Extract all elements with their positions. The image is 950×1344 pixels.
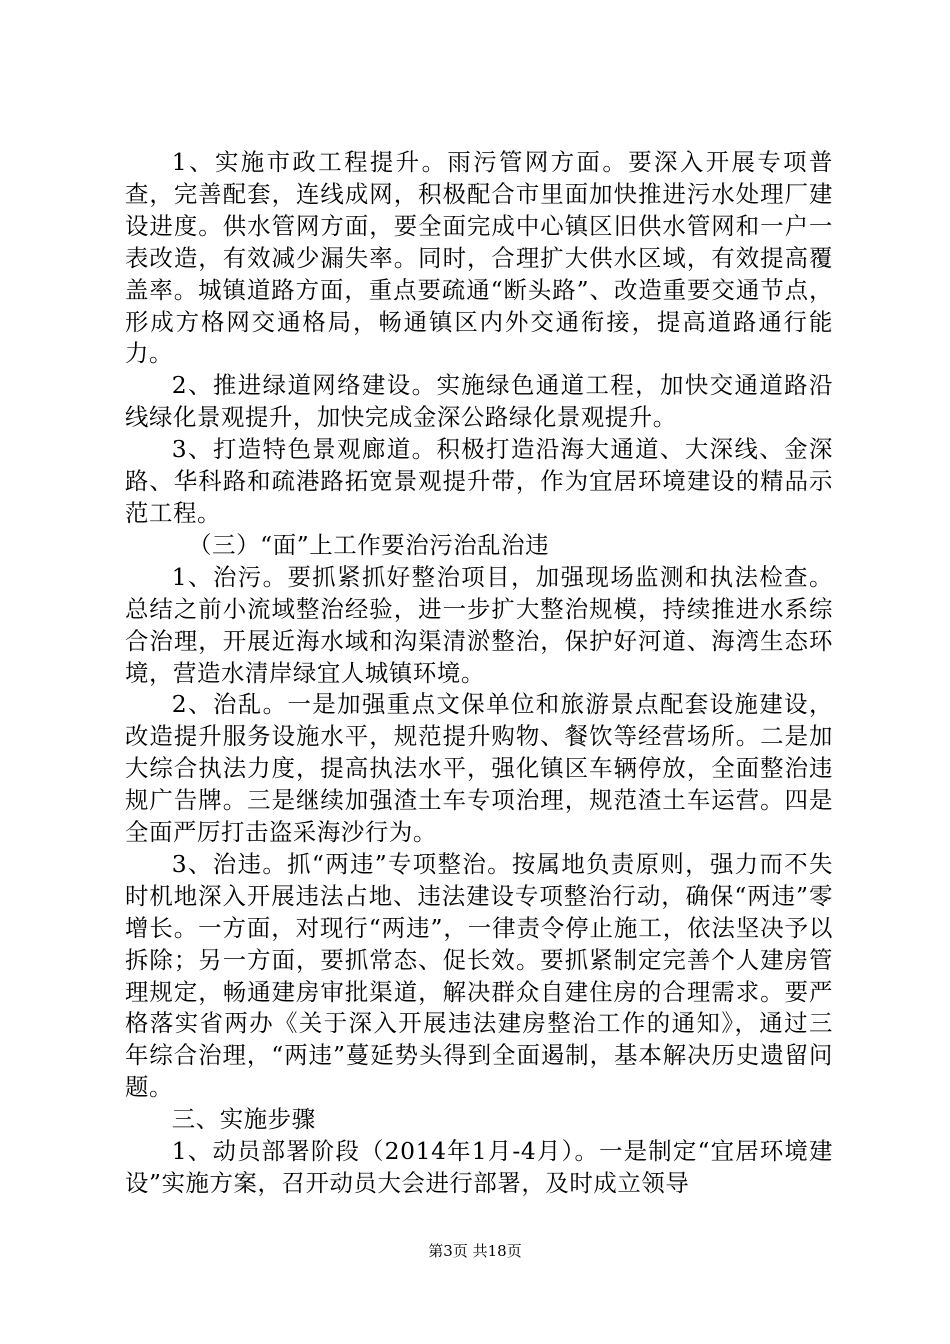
paragraph-7: 1、动员部署阶段（2014年1月-4月）。一是制定“宜居环境建设”实施方案，召开动员大会进行部署，及时成立领导 [125,1137,833,1197]
paragraph-2: 2、推进绿道网络建设。实施绿色通道工程，加快交通道路沿线绿化景观提升，加快完成金深公路绿化景观提升。 [125,371,833,432]
paragraph-6: 3、治违。抓“两违”专项整治。按属地负责原则，强力而不失时机地深入开展违法占地、违法建设专项整治行动，确保“两违”零增长。一方面，对现行“两违”，一律责令停止施工，依法坚决予以拆除；另一方面，要抓常态、促长效。要抓紧制定完善个人建房管理规定，畅通建房审批渠道，解决群众自建住房的合理需求。要严格落实省两办《关于深入开展违法建房整治工作的通知》，通过三年综合治理，“两违”蔓延势头得到全面遏制，基本解决历史遗留问题。 [125,849,833,1102]
chapter-heading: 三、实施步骤 [171,1105,316,1134]
page-footer: 第3页 共18页 [428,1242,522,1260]
section-heading: （三）“面”上工作要治污治乱治违 [188,530,550,559]
document-body [125,147,833,1200]
paragraph-3: 3、打造特色景观廊道。积极打造沿海大通道、大深线、金深路、华科路和疏港路拓宽景观提升带，作为宜居环境建设的精品示范工程。 [125,435,833,527]
paragraph-1: 1、实施市政工程提升。雨污管网方面。要深入开展专项普查，完善配套，连线成网，积极配合市里面加快推进污水处理厂建设进度。供水管网方面，要全面完成中心镇区旧供水管网和一户一表改造，有效减少漏失率。同时，合理扩大供水区域，有效提高覆盖率。城镇道路方面，重点要疏通“断头路”、改造重要交通节点，形成方格网交通格局，畅通镇区内外交通衔接，提高道路通行能力。 [125,148,833,368]
paragraph-5: 2、治乱。一是加强重点文保单位和旅游景点配套设施建设，改造提升服务设施水平，规范提升购物、餐饮等经营场所。二是加大综合执法力度，提高执法水平，强化镇区车辆停放，全面整治违规广告牌。三是继续加强渣土车专项治理，规范渣土车运营。四是全面严厉打击盗采海沙行为。 [125,690,833,847]
paragraph-4: 1、治污。要抓紧抓好整治项目，加强现场监测和执法检查。总结之前小流域整治经验，进一步扩大整治规模，持续推进水系综合治理，开展近海水域和沟渠清淤整治，保护好河道、海湾生态环境，营造水清岸绿宜人城镇环境。 [125,562,833,687]
